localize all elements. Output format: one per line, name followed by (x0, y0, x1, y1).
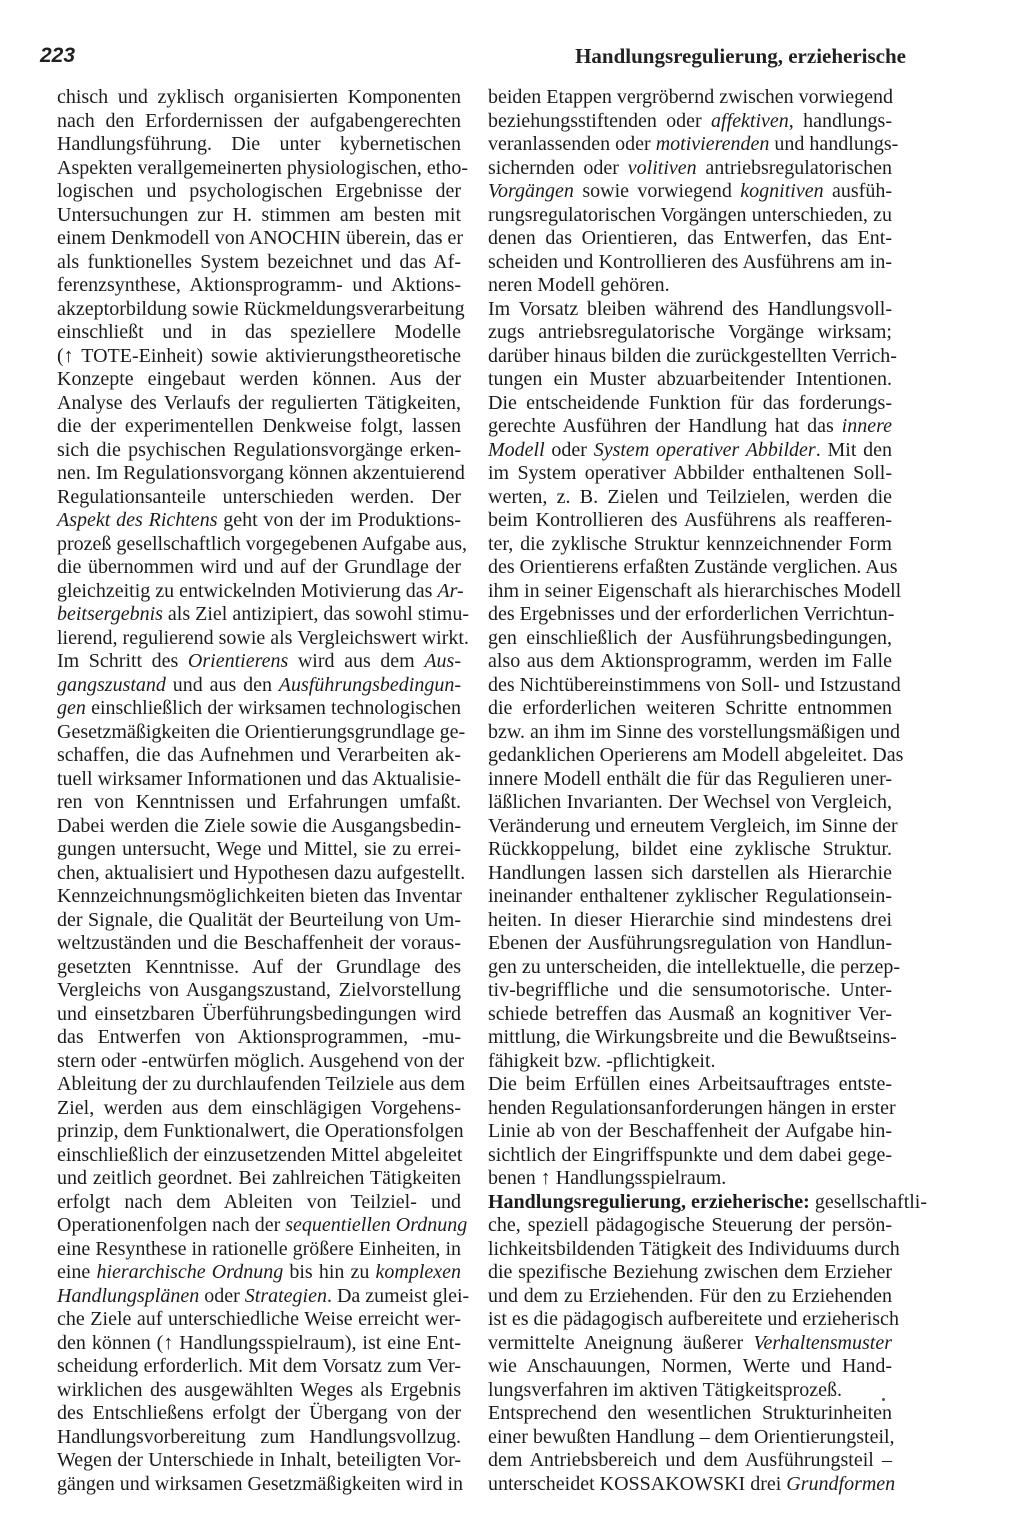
text-line: Entsprechend den wesentlichen Strukturinheiten (488, 1402, 892, 1424)
text-line: Die entscheidende Funktion für das forderungs- (488, 391, 892, 414)
text-line: gerechte Ausführen der Handlung hat das innere (488, 415, 892, 437)
text-line: dem Antriebsbereich und dem Ausführungsteil – (488, 1449, 892, 1471)
text-line: werten, z. B. Zielen und Teilzielen, werden die (488, 485, 892, 508)
text-line: Handlungsvorbereitung zum Handlungsvollzug. (57, 1425, 461, 1448)
text-line: beim Kontrollieren des Ausführens als reafferen- (488, 509, 892, 531)
stray-mark (882, 1398, 885, 1401)
text-line: prinzip, dem Funktionalwert, die Operationsfolgen (57, 1120, 464, 1142)
text-line: ren von Kenntnissen und Erfahrungen umfaßt. (57, 791, 461, 813)
text-line: logischen und psychologischen Ergebnisse der (57, 180, 461, 202)
text-line: scheidung erforderlich. Mit dem Vorsatz zum Ver- (57, 1355, 461, 1377)
text-line: sichtlich der Eingriffspunkte und dem dabei gege- (488, 1143, 892, 1166)
text-line: als funktionelles System bezeichnet und das Af- (57, 250, 461, 273)
text-line: des Ergebnisses und der erforderlichen Verrichtun- (488, 603, 895, 625)
text-line: che Ziele auf unterschiedliche Weise erreicht wer- (57, 1308, 461, 1330)
text-line: Aspekten verallgemeinerten physiologischen, etho- (57, 156, 468, 179)
text-line: ihm in seiner Eigenschaft als hierarchisches Modell (488, 579, 902, 602)
right-column (488, 86, 928, 1496)
text-line: prozeß gesellschaftlich vorgegebenen Aufgabe aus, (57, 532, 468, 555)
text-line: gen zu unterscheiden, die intellektuelle, die perzep- (488, 955, 901, 978)
text-line: gleichzeitig zu entwickelnden Motivierung das Ar- (57, 579, 464, 602)
text-line: bzw. an ihm im Sinne des vorstellungsmäßigen und (488, 720, 900, 743)
text-line: Handlungsführung. Die unter kybernetischen (57, 133, 461, 155)
text-line: neren Modell gehören. (488, 274, 670, 296)
text-line: Regulationsanteile unterschieden werden. Der (57, 485, 461, 508)
text-line: mittlung, die Wirkungsbreite und die Bewußtseins- (488, 1026, 897, 1048)
text-line: Dabei werden die Ziele sowie die Ausgangsbedin- (57, 814, 461, 837)
text-line: des Entschließens erfolgt der Übergang von der (57, 1402, 461, 1424)
running-head: Handlungsregulierung, erzieherische (575, 44, 906, 68)
text-line: und zeitlich geordnet. Bei zahlreichen Tätigkeiten (57, 1167, 461, 1189)
text-line: eine Resynthese in rationelle größere Einheiten, in (57, 1237, 461, 1260)
text-line: die der experimentellen Denkweise folgt, lassen (57, 415, 461, 437)
text-line: Vorgängen sowie vorwiegend kognitiven ausfüh- (488, 180, 892, 202)
text-line: veranlassenden oder motivierenden und handlungs- (488, 133, 899, 155)
text-line: Operationenfolgen nach der sequentiellen Ordnung (57, 1214, 468, 1236)
text-line: wie Anschauungen, Normen, Werte und Hand- (488, 1355, 892, 1377)
text-line: Analyse des Verlaufs der regulierten Tätigkeiten, (57, 391, 461, 414)
text-line: erfolgt nach dem Ableiten von Teilziel- und (57, 1190, 461, 1213)
text-line: läßlichen Invarianten. Der Wechsel von Vergleich, (488, 791, 892, 813)
text-line: beiden Etappen vergröbernd zwischen vorwiegend (488, 86, 894, 108)
text-line: Im Schritt des Orientierens wird aus dem Aus- (57, 650, 461, 672)
text-line: Modell oder System operativer Abbilder. Mit den (488, 438, 893, 461)
text-line: stern oder -entwürfen möglich. Ausgehend von der (57, 1049, 465, 1072)
text-line: des Orientierens erfaßten Zustände verglichen. Aus (488, 556, 898, 578)
text-line: rungsregulatorischen Vorgängen unterschieden, zu (488, 203, 892, 226)
text-line: ferenzsynthese, Aktionsprogramm- und Aktions- (57, 274, 461, 296)
text-line: gangszustand und aus den Ausführungsbedingun- (57, 673, 461, 696)
text-line: Ebenen der Ausführungsregulation von Handlun- (488, 932, 892, 954)
text-line: Vergleichs von Ausgangszustand, Zielvorstellung (57, 979, 461, 1001)
text-line: die übernommen wird und auf der Grundlage der (57, 556, 461, 578)
text-line: Konzepte eingebaut werden können. Aus der (57, 368, 461, 390)
text-line: gen einschließlich der Ausführungsbedingungen, (488, 626, 892, 649)
text-line: beziehungsstiftenden oder affektiven, handlungs- (488, 109, 892, 132)
text-line: tiv-begriffliche und die sensumotorische. Unter- (488, 979, 892, 1001)
text-line: scheiden und Kontrollieren des Ausführens am in- (488, 250, 892, 273)
text-line: gedanklichen Operierens am Modell abgeleitet. Das (488, 744, 904, 766)
text-line: Gesetzmäßigkeiten die Orientierungsgrundlage ge- (57, 720, 466, 743)
text-line: des Nichtübereinstimmens von Soll- und Istzustand (488, 673, 901, 696)
text-line: chen, aktualisiert und Hypothesen dazu aufgestellt. (57, 861, 466, 884)
text-line: innere Modell enthält die für das Regulieren uner- (488, 767, 892, 790)
text-line: (↑ TOTE-Einheit) sowie aktivierungstheoretische (57, 344, 461, 367)
text-line: Untersuchungen zur H. stimmen am besten mit (57, 203, 461, 226)
text-line: das Entwerfen von Aktionsprogrammen, -mu- (57, 1026, 461, 1048)
text-line: ineinander enthaltener zyklischer Regulationsein- (488, 885, 892, 907)
text-line: lichkeitsbildenden Tätigkeit des Individuums durch (488, 1237, 900, 1260)
text-line: einer bewußten Handlung – dem Orientierungsteil, (488, 1425, 895, 1448)
text-line: denen das Orientieren, das Entwerfen, das Ent- (488, 227, 892, 249)
text-line: che, speziell pädagogische Steuerung der persön- (488, 1214, 892, 1236)
text-line: unterscheidet KOSSAKOWSKI drei Grundformen (488, 1472, 896, 1495)
text-line: henden Regulationsanforderungen hängen in erster (488, 1096, 896, 1119)
text-line: tungen ein Muster abzuarbeitender Intentionen. (488, 368, 892, 390)
text-line: Handlungsregulierung, erzieherische: gesellschaftli- (488, 1190, 928, 1213)
text-line: Aspekt des Richtens geht von der im Produktions- (57, 509, 461, 531)
text-line: zugs antriebsregulatorische Vorgänge wirksam; (488, 321, 892, 343)
text-line: chisch und zyklisch organisierten Komponenten (57, 86, 461, 108)
text-line: nach den Erfordernissen der aufgabengerechten (57, 109, 461, 132)
text-line: schiede betreffen das Ausmaß an kognitiver Ver- (488, 1002, 892, 1025)
text-line: nen. Im Regulationsvorgang können akzentuierend (57, 462, 465, 484)
text-line: wirklichen des ausgewählten Weges als Ergebnis (57, 1378, 461, 1401)
text-line: lierend, regulierend sowie als Vergleichswert wirkt. (57, 626, 469, 649)
text-line: und einsetzbaren Überführungsbedingungen wird (57, 1002, 461, 1025)
text-line: im System operativer Abbilder enthaltenen Soll- (488, 462, 892, 484)
text-line: Handlungen lassen sich darstellen als Hierarchie (488, 861, 892, 884)
text-line: Kennzeichnungsmöglichkeiten bieten das Inventar (57, 885, 462, 907)
text-line: lungsverfahren im aktiven Tätigkeitsprozeß. (488, 1378, 842, 1401)
text-line: gängen und wirksamen Gesetzmäßigkeiten wird in (57, 1472, 463, 1495)
left-column (57, 86, 470, 1496)
text-line: also aus dem Aktionsprogramm, werden im Falle (488, 650, 892, 672)
text-line: gungen untersucht, Wege und Mittel, sie zu errei- (57, 838, 461, 860)
text-line: Ziel, werden aus dem einschlägigen Vorgehens- (57, 1096, 461, 1119)
text-line: akzeptorbildung sowie Rückmeldungsverarbeitung (57, 297, 465, 320)
text-line: gesetzten Kenntnisse. Auf der Grundlage des (57, 955, 461, 978)
text-line: darüber hinaus bilden die zurückgestellten Verrich- (488, 344, 897, 367)
text-line: die spezifische Beziehung zwischen dem Erzieher (488, 1261, 892, 1283)
text-line: eine hierarchische Ordnung bis hin zu komplexen (57, 1261, 462, 1283)
text-line: vermittelte Aneignung äußerer Verhaltensmuster (488, 1331, 892, 1354)
text-line: schaffen, die das Aufnehmen und Verarbeiten ak- (57, 744, 461, 766)
text-line: fähigkeit bzw. -pflichtigkeit. (488, 1049, 716, 1072)
text-line: Ableitung der zu durchlaufenden Teilziele aus dem (57, 1073, 466, 1095)
text-line: den können (↑ Handlungsspielraum), ist eine Ent- (57, 1331, 461, 1354)
text-line: heiten. In dieser Hierarchie sind mindestens drei (488, 908, 892, 931)
text-line: ist es die pädagogisch aufbereitete und erzieherisch (488, 1308, 899, 1330)
text-line: Rückkoppelung, bildet eine zyklische Struktur. (488, 838, 892, 860)
text-line: einschließlich der einzusetzenden Mittel abgeleitet (57, 1143, 463, 1166)
text-line: Veränderung und erneutem Vergleich, im Sinne der (488, 814, 898, 837)
text-line: sichernden oder volitiven antriebsregulatorischen (488, 156, 893, 179)
text-line: die erforderlichen weiteren Schritte entnommen (488, 697, 892, 719)
text-line: Im Vorsatz bleiben während des Handlungsvoll- (488, 297, 892, 320)
text-line: tuell wirksamer Informationen und das Aktualisie- (57, 767, 461, 790)
text-line: weltzuständen und die Beschaffenheit der voraus- (57, 932, 461, 954)
text-line: Die beim Erfüllen eines Arbeitsauftrages entste- (488, 1073, 892, 1095)
text-line: und dem zu Erziehenden. Für den zu Erziehenden (488, 1284, 892, 1307)
text-line: beitsergebnis als Ziel antizipiert, das sowohl stimu- (57, 603, 469, 625)
text-line: Linie ab von der Beschaffenheit der Aufgabe hin- (488, 1120, 892, 1142)
text-line: benen ↑ Handlungsspielraum. (488, 1167, 727, 1189)
text-line: sich die psychischen Regulationsvorgänge erken- (57, 438, 461, 461)
text-line: Wegen der Unterschiede in Inhalt, beteiligten Vor- (57, 1449, 461, 1471)
text-line: einschließt und in das speziellere Modelle (57, 321, 461, 343)
text-line: der Signale, die Qualität der Beurteilung von Um- (57, 908, 461, 931)
text-line: ter, die zyklische Struktur kennzeichnender Form (488, 532, 892, 555)
text-line: einem Denkmodell von ANOCHIN überein, das er (57, 227, 464, 249)
text-line: gen einschließlich der wirksamen technologischen (57, 697, 461, 719)
page-number: 223 (40, 44, 76, 67)
text-line: Handlungsplänen oder Strategien. Da zumeist glei- (57, 1284, 470, 1307)
